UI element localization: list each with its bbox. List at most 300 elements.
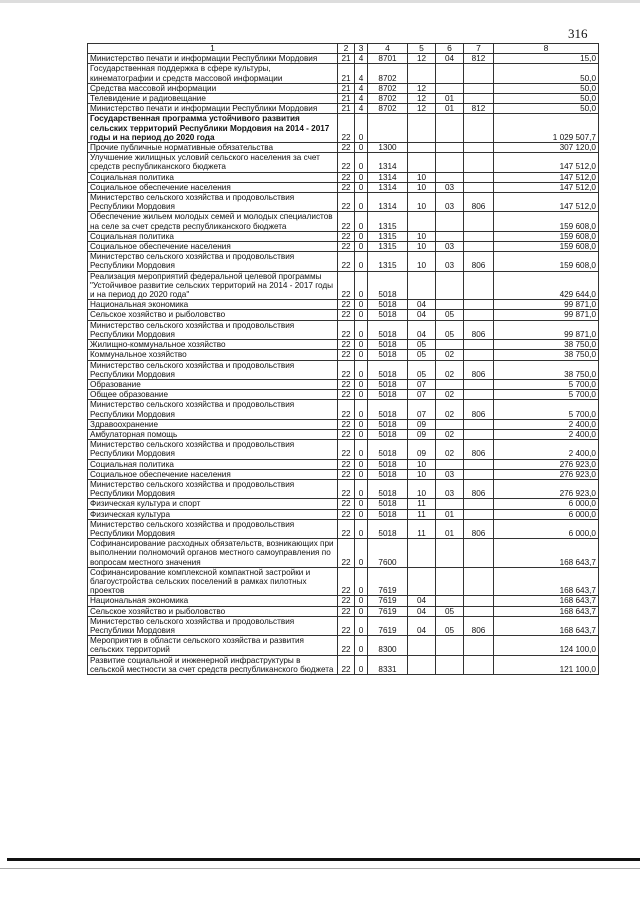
col-7-cell (464, 340, 494, 350)
table-row (88, 252, 599, 271)
col-2-cell: 22 (338, 459, 355, 469)
col-3-cell: 0 (355, 606, 368, 616)
col-2-cell: 22 (338, 519, 355, 538)
col-3-cell: 0 (355, 616, 368, 635)
col-7-cell (464, 390, 494, 400)
col-6-cell: 05 (436, 616, 464, 635)
table-row (88, 539, 599, 568)
row-name-cell: Социальное обеспечение населения (88, 242, 338, 252)
row-name-cell: Социальная политика (88, 172, 338, 182)
col-5-cell: 10 (408, 242, 436, 252)
row-name-cell: Сельское хозяйство и рыболовство (88, 606, 338, 616)
col-6-cell (436, 655, 464, 674)
col-3-cell: 0 (355, 271, 368, 300)
row-name-cell: Жилищно-коммунальное хозяйство (88, 340, 338, 350)
col-2-cell: 22 (338, 153, 355, 172)
col-4-cell: 8702 (368, 83, 408, 93)
col-2-cell: 22 (338, 539, 355, 568)
table-row (88, 104, 599, 114)
col-6-cell (436, 153, 464, 172)
col-5-cell (408, 153, 436, 172)
row-name-cell: Министерство сельского хозяйства и продовольствия Республики Мордовия (88, 360, 338, 379)
table-row (88, 499, 599, 509)
col-8-cell: 276 923,0 (494, 479, 599, 498)
col-7-cell: 806 (464, 479, 494, 498)
col-2-cell: 22 (338, 567, 355, 596)
col-6-cell (436, 636, 464, 655)
col-8-cell: 5 700,0 (494, 379, 599, 389)
col-5-cell: 04 (408, 310, 436, 320)
table-row (88, 479, 599, 498)
table-row (88, 54, 599, 64)
col-3-cell: 0 (355, 419, 368, 429)
table-row (88, 655, 599, 674)
table-row (88, 182, 599, 192)
col-3-cell: 0 (355, 499, 368, 509)
col-5-cell: 04 (408, 300, 436, 310)
col-3-cell: 4 (355, 54, 368, 64)
col-3-cell: 0 (355, 320, 368, 339)
col-7-cell: 806 (464, 400, 494, 419)
col-5-cell: 09 (408, 440, 436, 459)
col-4-cell (368, 114, 408, 143)
row-name-cell: Национальная экономика (88, 596, 338, 606)
col-8-cell: 1 029 507,7 (494, 114, 599, 143)
table-row (88, 459, 599, 469)
col-2-cell: 22 (338, 636, 355, 655)
col-2-cell: 22 (338, 114, 355, 143)
col-5-cell: 10 (408, 469, 436, 479)
col-5-cell (408, 567, 436, 596)
col-4-cell: 5018 (368, 440, 408, 459)
col-8-cell: 168 643,7 (494, 596, 599, 606)
table-row (88, 419, 599, 429)
col-8-cell: 6 000,0 (494, 519, 599, 538)
row-name-cell: Национальная экономика (88, 300, 338, 310)
col-5-cell: 04 (408, 606, 436, 616)
col-8-cell: 38 750,0 (494, 360, 599, 379)
col-5-cell: 10 (408, 479, 436, 498)
col-6-cell: 02 (436, 360, 464, 379)
col-8-cell: 2 400,0 (494, 419, 599, 429)
col-5-cell (408, 655, 436, 674)
col-8-cell: 168 643,7 (494, 567, 599, 596)
col-6-cell: 05 (436, 320, 464, 339)
col-8-cell: 5 700,0 (494, 400, 599, 419)
col-2-cell: 22 (338, 499, 355, 509)
col-8-cell: 2 400,0 (494, 429, 599, 439)
col-4-cell: 5018 (368, 390, 408, 400)
col-7-cell (464, 539, 494, 568)
header-col-2: 2 (338, 44, 355, 54)
col-7-cell (464, 271, 494, 300)
col-4-cell: 5018 (368, 379, 408, 389)
col-3-cell: 4 (355, 94, 368, 104)
col-7-cell (464, 83, 494, 93)
col-2-cell: 22 (338, 509, 355, 519)
col-5-cell: 07 (408, 379, 436, 389)
row-name-cell: Физическая культура и спорт (88, 499, 338, 509)
col-4-cell: 1314 (368, 172, 408, 182)
col-2-cell: 22 (338, 320, 355, 339)
col-5-cell: 09 (408, 429, 436, 439)
col-5-cell: 07 (408, 390, 436, 400)
col-5-cell: 10 (408, 231, 436, 241)
row-name-cell: Мероприятия в области сельского хозяйства и развития сельских территорий (88, 636, 338, 655)
row-name-cell: Министерство сельского хозяйства и продовольствия Республики Мордовия (88, 519, 338, 538)
col-3-cell: 0 (355, 360, 368, 379)
col-2-cell: 22 (338, 340, 355, 350)
col-7-cell: 806 (464, 320, 494, 339)
col-2-cell: 22 (338, 242, 355, 252)
col-5-cell: 11 (408, 519, 436, 538)
col-8-cell: 50,0 (494, 64, 599, 83)
col-7-cell (464, 379, 494, 389)
row-name-cell: Здравоохранение (88, 419, 338, 429)
col-6-cell: 03 (436, 252, 464, 271)
col-7-cell (464, 350, 494, 360)
col-8-cell: 50,0 (494, 104, 599, 114)
col-8-cell: 38 750,0 (494, 350, 599, 360)
col-4-cell: 1314 (368, 153, 408, 172)
col-3-cell: 0 (355, 340, 368, 350)
col-5-cell: 05 (408, 350, 436, 360)
col-4-cell: 5018 (368, 429, 408, 439)
col-2-cell: 22 (338, 350, 355, 360)
col-3-cell: 0 (355, 596, 368, 606)
col-6-cell: 05 (436, 310, 464, 320)
col-5-cell: 12 (408, 94, 436, 104)
col-8-cell: 168 643,7 (494, 539, 599, 568)
table-row (88, 114, 599, 143)
col-2-cell: 22 (338, 231, 355, 241)
col-7-cell (464, 114, 494, 143)
col-6-cell (436, 143, 464, 153)
row-name-cell: Государственная поддержка в сфере культуры, кинематографии и средств массовой информации (88, 64, 338, 83)
table-row (88, 310, 599, 320)
col-4-cell: 5018 (368, 360, 408, 379)
col-6-cell: 04 (436, 54, 464, 64)
col-6-cell (436, 212, 464, 231)
col-2-cell: 22 (338, 360, 355, 379)
col-3-cell: 0 (355, 379, 368, 389)
table-row (88, 300, 599, 310)
col-4-cell: 1315 (368, 252, 408, 271)
col-2-cell: 22 (338, 252, 355, 271)
col-5-cell: 04 (408, 596, 436, 606)
table-row (88, 320, 599, 339)
row-name-cell: Социальная политика (88, 231, 338, 241)
table-row (88, 340, 599, 350)
col-4-cell: 5018 (368, 419, 408, 429)
col-7-cell (464, 636, 494, 655)
col-3-cell: 0 (355, 193, 368, 212)
header-col-3: 3 (355, 44, 368, 54)
col-7-cell (464, 242, 494, 252)
col-3-cell: 0 (355, 231, 368, 241)
table-row (88, 212, 599, 231)
col-5-cell: 10 (408, 252, 436, 271)
col-6-cell (436, 499, 464, 509)
col-4-cell: 5018 (368, 340, 408, 350)
col-5-cell: 11 (408, 509, 436, 519)
col-6-cell (436, 83, 464, 93)
col-8-cell: 168 643,7 (494, 606, 599, 616)
row-name-cell: Образование (88, 379, 338, 389)
col-4-cell: 5018 (368, 320, 408, 339)
col-3-cell: 0 (355, 212, 368, 231)
row-name-cell: Улучшение жилищных условий сельского населения за счет средств республиканского бюджета (88, 153, 338, 172)
col-4-cell: 5018 (368, 350, 408, 360)
col-5-cell (408, 212, 436, 231)
col-3-cell: 0 (355, 479, 368, 498)
row-name-cell: Телевидение и радиовещание (88, 94, 338, 104)
col-7-cell (464, 153, 494, 172)
table-row (88, 350, 599, 360)
table-row (88, 231, 599, 241)
col-7-cell (464, 172, 494, 182)
col-7-cell (464, 182, 494, 192)
row-name-cell: Социальное обеспечение населения (88, 182, 338, 192)
col-2-cell: 22 (338, 193, 355, 212)
row-name-cell: Общее образование (88, 390, 338, 400)
col-8-cell: 307 120,0 (494, 143, 599, 153)
col-6-cell: 03 (436, 479, 464, 498)
col-2-cell: 22 (338, 212, 355, 231)
col-2-cell: 22 (338, 310, 355, 320)
col-2-cell: 22 (338, 429, 355, 439)
row-name-cell: Министерство печати и информации Республики Мордовия (88, 104, 338, 114)
col-7-cell (464, 459, 494, 469)
row-name-cell: Софинансирование комплексной компактной застройки и благоустройства сельских поселений в рамках пилотных проектов (88, 567, 338, 596)
col-3-cell: 0 (355, 469, 368, 479)
col-8-cell: 6 000,0 (494, 509, 599, 519)
row-name-cell: Средства массовой информации (88, 83, 338, 93)
col-7-cell (464, 509, 494, 519)
col-2-cell: 22 (338, 172, 355, 182)
col-4-cell: 5018 (368, 459, 408, 469)
col-5-cell (408, 114, 436, 143)
table-row (88, 64, 599, 83)
row-name-cell: Министерство сельского хозяйства и продовольствия Республики Мордовия (88, 320, 338, 339)
col-5-cell: 10 (408, 182, 436, 192)
row-name-cell: Министерство сельского хозяйства и продовольствия Республики Мордовия (88, 616, 338, 635)
col-3-cell: 0 (355, 440, 368, 459)
row-name-cell: Министерство сельского хозяйства и продовольствия Республики Мордовия (88, 440, 338, 459)
col-8-cell: 99 871,0 (494, 310, 599, 320)
col-3-cell: 0 (355, 350, 368, 360)
col-2-cell: 21 (338, 94, 355, 104)
col-5-cell: 05 (408, 360, 436, 379)
col-2-cell: 22 (338, 182, 355, 192)
row-name-cell: Реализация мероприятий федеральной целевой программы "Устойчивое развитие сельских территорий на 2014 - 2017 годы и на период до 2020 года" (88, 271, 338, 300)
col-3-cell: 0 (355, 252, 368, 271)
col-5-cell: 07 (408, 400, 436, 419)
col-6-cell (436, 459, 464, 469)
row-name-cell: Министерство печати и информации Республики Мордовия (88, 54, 338, 64)
col-8-cell: 147 512,0 (494, 153, 599, 172)
col-2-cell: 22 (338, 379, 355, 389)
col-6-cell: 03 (436, 469, 464, 479)
table-row (88, 429, 599, 439)
col-3-cell: 0 (355, 390, 368, 400)
col-6-cell (436, 340, 464, 350)
col-4-cell: 8300 (368, 636, 408, 655)
scan-bottom-rule (7, 858, 640, 861)
row-name-cell: Социальное обеспечение населения (88, 469, 338, 479)
row-name-cell: Министерство сельского хозяйства и продовольствия Республики Мордовия (88, 252, 338, 271)
col-6-cell: 03 (436, 193, 464, 212)
row-name-cell: Развитие социальной и инженерной инфраструктуры в сельской местности за счет средств республиканского бюджета (88, 655, 338, 674)
col-4-cell: 5018 (368, 271, 408, 300)
col-8-cell: 2 400,0 (494, 440, 599, 459)
col-4-cell: 5018 (368, 509, 408, 519)
col-6-cell: 02 (436, 350, 464, 360)
col-7-cell (464, 300, 494, 310)
col-8-cell: 276 923,0 (494, 459, 599, 469)
col-4-cell: 1300 (368, 143, 408, 153)
col-5-cell (408, 539, 436, 568)
col-3-cell: 4 (355, 64, 368, 83)
col-4-cell: 5018 (368, 400, 408, 419)
col-6-cell: 01 (436, 94, 464, 104)
col-4-cell: 5018 (368, 300, 408, 310)
col-6-cell: 01 (436, 519, 464, 538)
col-5-cell: 12 (408, 54, 436, 64)
col-8-cell: 159 608,0 (494, 242, 599, 252)
col-6-cell (436, 539, 464, 568)
header-col-7: 7 (464, 44, 494, 54)
col-6-cell (436, 271, 464, 300)
col-3-cell: 4 (355, 104, 368, 114)
col-8-cell: 99 871,0 (494, 320, 599, 339)
col-8-cell: 121 100,0 (494, 655, 599, 674)
col-5-cell: 10 (408, 459, 436, 469)
col-4-cell: 8701 (368, 54, 408, 64)
col-3-cell: 0 (355, 114, 368, 143)
col-3-cell: 0 (355, 310, 368, 320)
row-name-cell: Прочие публичные нормативные обязательства (88, 143, 338, 153)
col-3-cell: 0 (355, 459, 368, 469)
col-2-cell: 22 (338, 300, 355, 310)
col-8-cell: 159 608,0 (494, 231, 599, 241)
col-6-cell (436, 114, 464, 143)
col-8-cell: 147 512,0 (494, 172, 599, 182)
col-6-cell: 02 (436, 400, 464, 419)
col-8-cell: 147 512,0 (494, 182, 599, 192)
col-6-cell (436, 419, 464, 429)
col-3-cell: 0 (355, 242, 368, 252)
table-row (88, 83, 599, 93)
col-5-cell: 05 (408, 340, 436, 350)
col-6-cell (436, 567, 464, 596)
col-7-cell: 806 (464, 440, 494, 459)
col-2-cell: 22 (338, 479, 355, 498)
col-3-cell: 0 (355, 636, 368, 655)
col-7-cell: 806 (464, 519, 494, 538)
col-3-cell: 0 (355, 655, 368, 674)
col-7-cell (464, 419, 494, 429)
col-2-cell: 21 (338, 104, 355, 114)
col-8-cell: 168 643,7 (494, 616, 599, 635)
col-8-cell: 159 608,0 (494, 212, 599, 231)
col-8-cell: 147 512,0 (494, 193, 599, 212)
header-col-5: 5 (408, 44, 436, 54)
col-5-cell: 11 (408, 499, 436, 509)
row-name-cell: Коммунальное хозяйство (88, 350, 338, 360)
col-6-cell (436, 300, 464, 310)
col-5-cell: 10 (408, 193, 436, 212)
col-4-cell: 8702 (368, 64, 408, 83)
col-7-cell (464, 143, 494, 153)
col-6-cell: 02 (436, 440, 464, 459)
col-3-cell: 0 (355, 300, 368, 310)
scan-top-edge (0, 0, 640, 3)
col-2-cell: 21 (338, 64, 355, 83)
table-row (88, 616, 599, 635)
col-6-cell (436, 231, 464, 241)
col-7-cell: 806 (464, 193, 494, 212)
col-4-cell: 5018 (368, 479, 408, 498)
col-5-cell: 04 (408, 320, 436, 339)
col-2-cell: 22 (338, 655, 355, 674)
col-8-cell: 124 100,0 (494, 636, 599, 655)
table-body (88, 54, 599, 675)
table-row (88, 596, 599, 606)
col-8-cell: 15,0 (494, 54, 599, 64)
table-row (88, 172, 599, 182)
col-3-cell: 4 (355, 83, 368, 93)
col-3-cell: 0 (355, 509, 368, 519)
col-4-cell: 7619 (368, 596, 408, 606)
col-6-cell: 02 (436, 390, 464, 400)
col-7-cell (464, 499, 494, 509)
header-col-1: 1 (88, 44, 338, 54)
col-4-cell: 5018 (368, 499, 408, 509)
col-7-cell: 806 (464, 252, 494, 271)
col-7-cell (464, 606, 494, 616)
col-5-cell (408, 64, 436, 83)
col-7-cell (464, 429, 494, 439)
col-8-cell: 50,0 (494, 83, 599, 93)
table-row (88, 193, 599, 212)
col-4-cell: 7619 (368, 616, 408, 635)
col-5-cell: 09 (408, 419, 436, 429)
table-row (88, 400, 599, 419)
table-row (88, 440, 599, 459)
col-4-cell: 5018 (368, 469, 408, 479)
col-5-cell (408, 636, 436, 655)
col-5-cell: 10 (408, 172, 436, 182)
col-2-cell: 22 (338, 440, 355, 459)
col-4-cell: 1315 (368, 212, 408, 231)
col-8-cell: 159 608,0 (494, 252, 599, 271)
col-3-cell: 0 (355, 429, 368, 439)
col-3-cell: 0 (355, 400, 368, 419)
col-6-cell: 05 (436, 606, 464, 616)
table-row (88, 94, 599, 104)
table-row (88, 379, 599, 389)
col-7-cell: 812 (464, 54, 494, 64)
col-7-cell: 806 (464, 360, 494, 379)
col-6-cell: 01 (436, 104, 464, 114)
col-7-cell (464, 567, 494, 596)
col-6-cell: 03 (436, 242, 464, 252)
col-6-cell (436, 172, 464, 182)
row-name-cell: Министерство сельского хозяйства и продовольствия Республики Мордовия (88, 479, 338, 498)
col-7-cell (464, 64, 494, 83)
header-col-4: 4 (368, 44, 408, 54)
